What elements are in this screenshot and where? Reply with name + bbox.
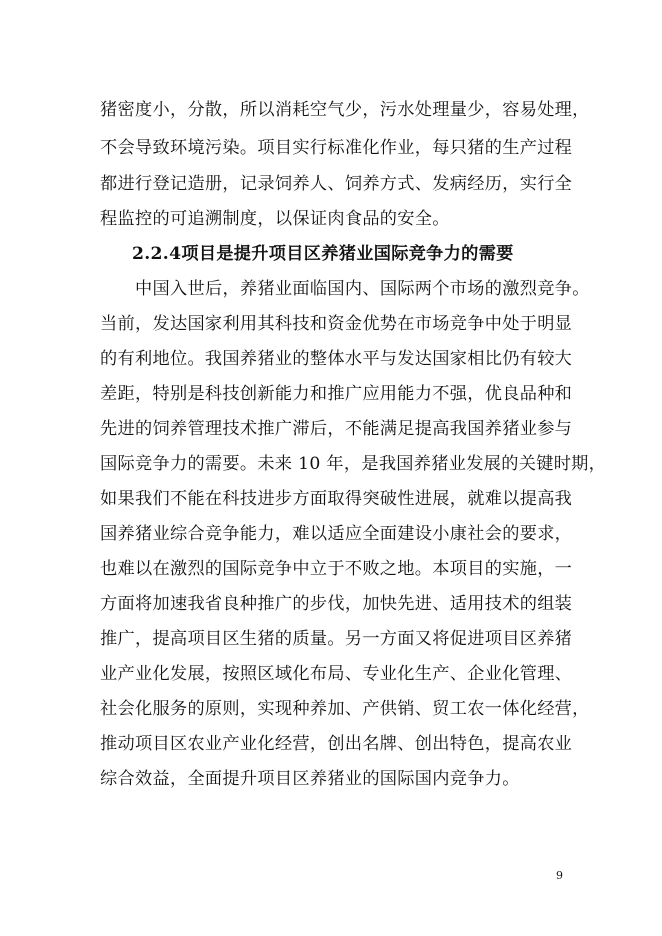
- text-line: 不会导致环境污染。项目实行标准化作业，每只猪的生产过程: [100, 138, 573, 158]
- text-line: 的有利地位。我国养猪业的整体水平与发达国家相比仍有较大: [100, 349, 573, 369]
- text-line: 社会化服务的原则，实现种养加、产供销、贸工农一体化经营，: [100, 699, 590, 719]
- text-line: 推动项目区农业产业化经营，创出名牌、创出特色，提高农业: [100, 734, 573, 754]
- text-line: 推广，提高项目区生猪的质量。另一方面又将促进项目区养猪: [100, 629, 573, 649]
- text-line: 中国入世后，养猪业面临国内、国际两个市场的激烈竞争。: [135, 279, 590, 299]
- text-line: 如果我们不能在科技进步方面取得突破性进展，就难以提高我: [100, 489, 573, 509]
- text-line: 当前，发达国家利用其科技和资金优势在市场竞争中处于明显: [100, 314, 573, 334]
- text-line: 综合效益，全面提升项目区养猪业的国际国内竞争力。: [100, 769, 520, 789]
- text-line: 猪密度小，分散，所以消耗空气少，污水处理量少，容易处理，: [100, 100, 590, 120]
- text-line: 业产业化发展，按照区域化布局、专业化生产、企业化管理、: [100, 664, 573, 684]
- text-line: 程监控的可追溯制度，以保证肉食品的安全。: [100, 209, 450, 229]
- text-line: 国际竞争力的需要。未来 10 年，是我国养猪业发展的关键时期，: [100, 454, 607, 474]
- text-line: 差距，特别是科技创新能力和推广应用能力不强，优良品种和: [100, 384, 573, 404]
- text-line: 方面将加速我省良种推广的步伐，加快先进、适用技术的组装: [100, 594, 573, 614]
- page-number: 9: [556, 869, 563, 882]
- section-heading: 2.2.4项目是提升项目区养猪业国际竞争力的需要: [132, 244, 514, 264]
- text-line: 先进的饲养管理技术推广滞后，不能满足提高我国养猪业参与: [100, 419, 573, 439]
- text-line: 都进行登记造册，记录饲养人、饲养方式、发病经历，实行全: [100, 174, 573, 194]
- text-line: 国养猪业综合竞争能力，难以适应全面建设小康社会的要求，: [100, 524, 573, 544]
- text-line: 也难以在激烈的国际竞争中立于不败之地。本项目的实施，一: [100, 559, 573, 579]
